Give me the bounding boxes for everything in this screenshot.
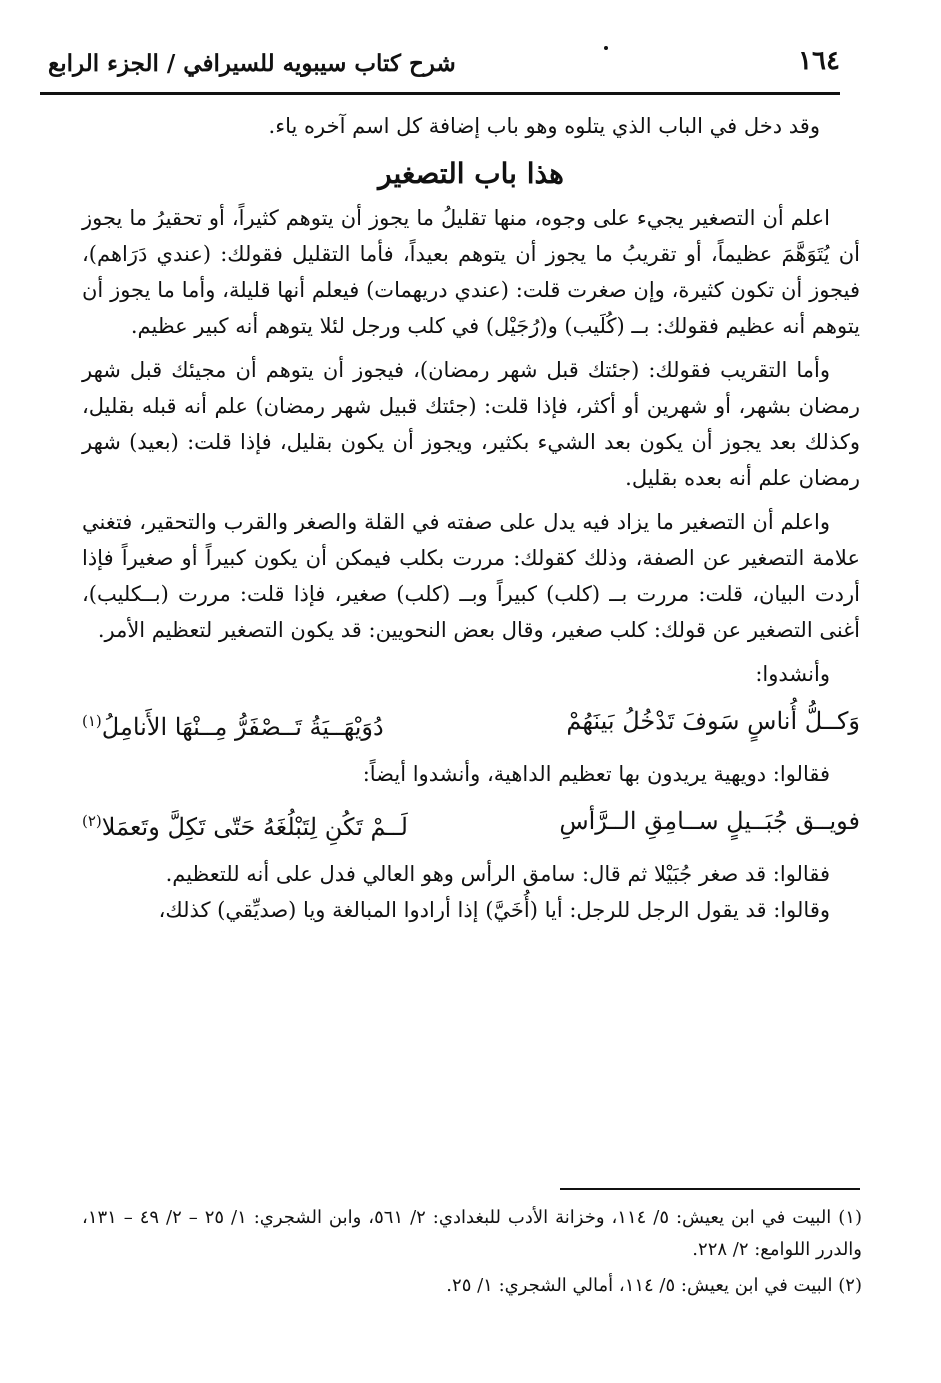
verse-2	[82, 796, 860, 852]
intro-line: وقد دخل في الباب الذي يتلوه وهو باب إضافة كل اسم آخره ياء.	[268, 114, 820, 138]
running-title: شرح كتاب سيبويه للسيرافي / الجزء الرابع	[48, 50, 456, 77]
closing-line-1: فقالوا: قد صغر جُبَيْلا ثم قال: سامق الرأس وهو العالي فدل على أنه للتعظيم.	[165, 862, 830, 886]
footnote-2: (٢) البيت في ابن يعيش: ٥/ ١١٤، أمالي الشجري: ١/ ٢٥.	[446, 1275, 862, 1296]
verse-1	[82, 696, 860, 752]
footnote-marker-2: (٢)	[82, 812, 102, 830]
verse-1-second-text: دُوَيْهَــيَةُ تَــصْفَرُّ مِــنْهَا الأَنامِلُ	[101, 713, 384, 741]
paragraph-1: اعلم أن التصغير يجيء على وجوه، منها تقليلُ ما يجوز أن يتوهم كثيراً، أو تحقيرُ ما يجوز أن يُتَوَهَّمَ عظيماً، أو تقريبُ ما يجوز أن يتوهم بعيداً، فأما التقليل فقولك: (عندي دَرَاهم)، فيجوز أن تكون كثيرة، وإن صغرت قلت: (عندي دريهمات) فيعلم أنها قليلة، وأما ما يجوز أن يتوهم أنه عظيم فقولك: بــ (كُلَيب) و(رُجَيْل) في كلب ورجل لئلا يتوهم أنه كبير عظيم.	[82, 206, 860, 338]
verse-1-second-hemistich	[82, 696, 384, 752]
verse-2-second-hemistich	[82, 796, 408, 852]
paragraph-2: وأما التقريب فقولك: (جئتك قبل شهر رمضان)، فيجوز أن يتوهم أن مجيئك قبل شهر رمضان بشهر، أو شهرين أو أكثر، فإذا قلت: (جئتك قبيل شهر رمضان) علم أنه قبله بقليل، وكذلك بعد يجوز أن يكون بعد الشيء بكثير، ويجوز أن يكون بقليل، فإذا قلت: (بعيد) شهر رمضان علم أنه بعده بقليل.	[82, 358, 860, 490]
verse-2-second-text: لَــمْ تَكُنِ لِتَبْلُغَهُ حَتّى تَكِلَّ وتَعمَلا	[101, 813, 408, 841]
footnotes	[82, 1202, 862, 1302]
main-text	[82, 108, 860, 928]
recited-intro-2: فقالوا: دويهية يريدون بها تعظيم الداهية، وأنشدوا أيضاً:	[362, 762, 830, 786]
paragraph-3: واعلم أن التصغير ما يزاد فيه يدل على صفته في القلة والصغر والقرب والتحقير، فتغني علامة التصغير عن الصفة، وذلك كقولك: مررت بكلب فيمكن أن يكون كبيراً أو صغيراً فإذا أردت البيان، قلت: مررت بــ (كلب) كبيراً وبــ (كلب) صغير، فإذا قلت: مررت (بــكليب)، أغنى التصغير عن قولك: كلب صغير، وقال بعض النحويين: قد يكون التصغير لتعظيم الأمر.	[82, 510, 860, 642]
recited-intro-1: وأنشدوا:	[755, 662, 830, 686]
footnote-marker-1: (١)	[82, 712, 102, 730]
closing-line-2: وقالوا: قد يقول الرجل للرجل: أيا (أُخَيَّ) إذا أرادوا المبالغة ويا (صديِّقي) كذلك،	[158, 898, 830, 922]
verse-1-first-hemistich: وَكــلُّ أُناسٍ سَوفَ تَدْخُلُ بَينَهُمْ	[566, 707, 860, 735]
section-heading: هذا باب التصغير	[378, 157, 564, 190]
footnote-1: (١) البيت في ابن يعيش: ٥/ ١١٤، وخزانة الأدب للبغدادي: ٢/ ٥٦١، وابن الشجري: ١/ ٢٥ – ٢/ ٤٩ – ١٣١، والدرر اللوامع: ٢/ ٢٢٨.	[82, 1207, 862, 1260]
footnote-divider	[560, 1188, 860, 1190]
page-number: ١٦٤	[798, 46, 840, 76]
ink-dot	[604, 46, 608, 50]
page-header	[40, 40, 840, 95]
verse-2-first-hemistich: فويــق جُبَــيلٍ ســامِقِ الــرَّأسِ	[559, 807, 860, 835]
